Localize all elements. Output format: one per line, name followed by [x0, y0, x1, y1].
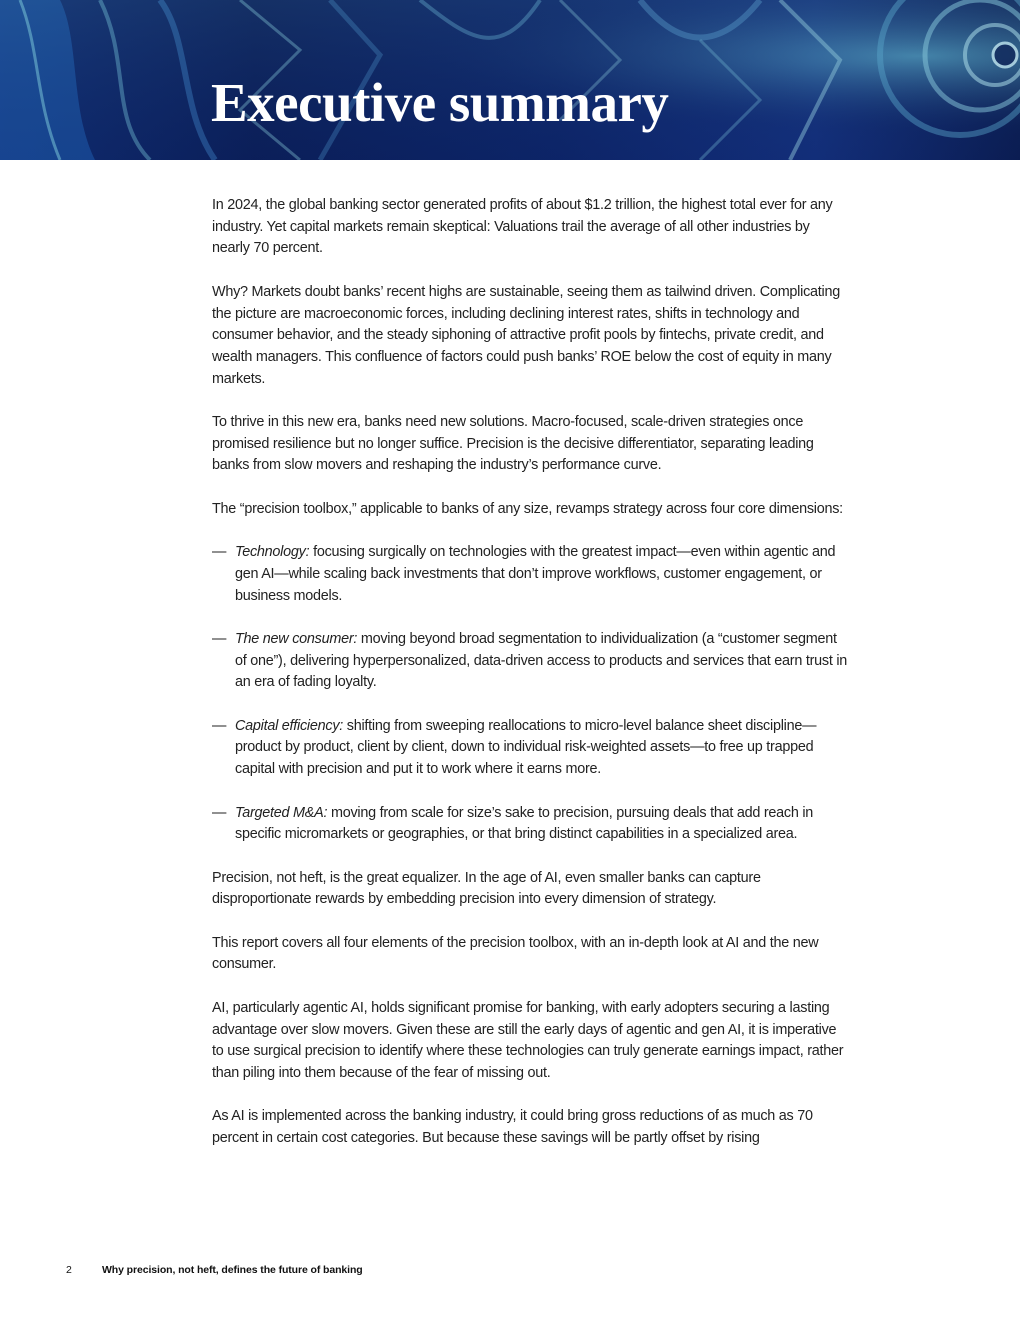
executive-summary-body	[212, 195, 848, 1171]
paragraph: To thrive in this new era, banks need new solutions. Macro-focused, scale-driven strategies once promised resilience but no longer suffice. Precision is the decisive differentiator, separating leading banks from slow movers and reshaping the industry’s performance curve.	[212, 414, 814, 474]
paragraph: AI, particularly agentic AI, holds significant promise for banking, with early adopters securing a lasting advantage over slow movers. Given these are still the early days of agentic and gen AI, it is imperative to use surgical precision to identify where these technologies can truly generate earnings impact, rather than piling into them because of the fear of missing out.	[212, 999, 844, 1081]
paragraph: This report covers all four elements of the precision toolbox, with an in-depth look at AI and the new consumer.	[212, 934, 819, 973]
list-item-text: focusing surgically on technologies with the greatest impact—even within agentic and gen AI—while scaling back investments that don’t improve workflows, customer engagement, or business models.	[235, 544, 836, 604]
precision-toolbox-list	[212, 542, 848, 846]
dash-bullet: —	[212, 544, 227, 561]
page-title: Executive summary	[211, 72, 669, 133]
list-item	[212, 542, 848, 607]
paragraph: Precision, not heft, is the great equalizer. In the age of AI, even smaller banks can capture disproportionate rewards by embedding precision into every dimension of strategy.	[212, 869, 761, 908]
list-item-text: moving from scale for size’s sake to precision, pursuing deals that add reach in specific micromarkets or geographies, or that bring distinct capabilities in a specialized area.	[235, 804, 814, 843]
header-banner	[0, 0, 1020, 160]
dash-bullet: —	[212, 630, 227, 647]
dash-bullet: —	[212, 717, 227, 734]
list-item-term: Technology:	[235, 544, 310, 561]
list-item-term: The new consumer:	[235, 630, 358, 647]
paragraph: In 2024, the global banking sector generated profits of about $1.2 trillion, the highest total ever for any industry. Yet capital markets remain skeptical: Valuations trail the average of all other industries by nearly 70 percent.	[212, 197, 833, 257]
list-item-term: Targeted M&A:	[235, 804, 328, 821]
report-title: Why precision, not heft, defines the future of banking	[102, 1264, 363, 1276]
dash-bullet: —	[212, 804, 227, 821]
list-item-term: Capital efficiency:	[235, 717, 344, 734]
list-item-text: shifting from sweeping reallocations to micro-level balance sheet discipline—product by product, client by client, down to individual risk-weighted assets—to free up trapped capital with precision and put it to work where it earns more.	[235, 717, 817, 778]
paragraph: As AI is implemented across the banking industry, it could bring gross reductions of as much as 70 percent in certain cost categories. But because these savings will be partly offset by rising	[212, 1108, 813, 1147]
list-item	[212, 716, 848, 781]
list-item	[212, 629, 848, 694]
page-footer	[66, 1263, 363, 1277]
list-item	[212, 803, 848, 846]
page-number: 2	[66, 1264, 72, 1276]
paragraph: The “precision toolbox,” applicable to banks of any size, revamps strategy across four core dimensions:	[212, 500, 843, 517]
list-item-text: moving beyond broad segmentation to individualization (a “customer segment of one”), delivering hyperpersonalized, data-driven access to products and services that earn trust in an era of fading loyalty.	[235, 630, 848, 691]
paragraph: Why? Markets doubt banks’ recent highs are sustainable, seeing them as tailwind driven. Complicating the picture are macroeconomic forces, including declining interest rates, shifts in technology and consumer behavior, and the steady siphoning of attractive profit pools by fintechs, private credit, and wealth managers. This confluence of factors could push banks’ ROE below the cost of equity in many markets.	[212, 283, 840, 387]
